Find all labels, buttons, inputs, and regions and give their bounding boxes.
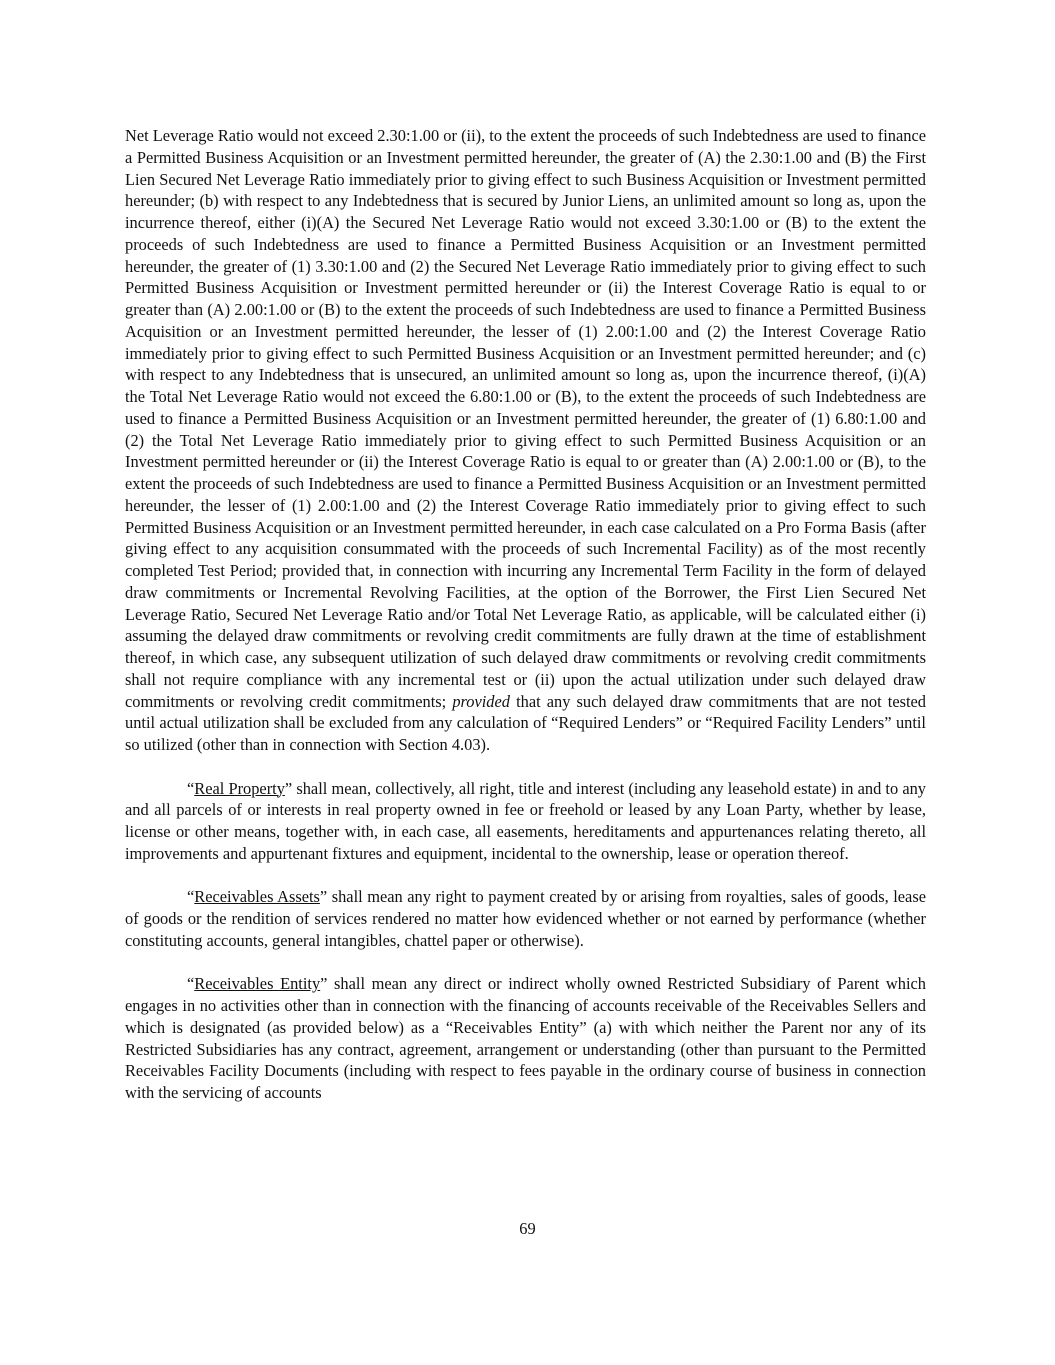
paragraph-real-property xyxy=(125,778,926,865)
paragraph-receivables-entity xyxy=(125,973,926,1104)
paragraph-receivables-assets xyxy=(125,886,926,951)
text-segment: “ xyxy=(187,778,195,798)
text-segment: ” shall mean any direct or indirect wholly owned Restricted Subsidiary of Parent which engages in no activities other than in connection with the financing of accounts receivable of the Receivables Sellers and which is designated (as provided below) as a “Receivables Entity” (a) with which neither the Parent nor any of its Restricted Subsidiaries has any contract, agreement, arrangement or understanding (other than pursuant to the Permitted Receivables Facility Documents (including with respect to fees payable in the ordinary course of business in connection with the servicing of accounts xyxy=(125,974,926,1102)
text-segment: that any such delayed draw commitments that are not tested until actual utilization shall be excluded from any calculation of “Required Lenders” or “Required Facility Lenders” until so utilized (other than in connection with Section 4.03). xyxy=(125,691,927,754)
text-segment: “ xyxy=(187,887,195,907)
defined-term-receivables-assets: Receivables Assets xyxy=(194,887,320,907)
text-segment: “ xyxy=(187,974,195,994)
page-number: 69 xyxy=(519,1219,536,1238)
defined-term-real-property: Real Property xyxy=(194,778,285,798)
document-body xyxy=(125,125,926,1126)
paragraph-leverage-continuation xyxy=(125,125,926,756)
defined-term-receivables-entity: Receivables Entity xyxy=(194,974,321,994)
text-segment: Net Leverage Ratio would not exceed 2.30:1.00 or (ii), to the extent the proceeds of such Indebtedness are used to finance a Permitted Business Acquisition or an Investment permitted hereunder, the greater of (A) the 2.30:1.00 and (B) the First Lien Secured Net Leverage Ratio immediately prior to giving effect to such Business Acquisition or Investment permitted hereunder; (b) with respect to any Indebtedness that is secured by Junior Liens, an unlimited amount so long as, upon the incurrence thereof, either (i)(A) the Secured Net Leverage Ratio would not exceed 3.30:1.00 or (B) to the extent the proceeds of such Indebtedness are used to finance a Permitted Business Acquisition or an Investment permitted hereunder, the greater of (1) 3.30:1.00 and (2) the Secured Net Leverage Ratio immediately prior to giving effect to such Permitted Business Acquisition or Investment permitted hereunder or (ii) the Interest Coverage Ratio is equal to or greater than (A) 2.00:1.00 or (B) to the extent the proceeds of such Indebtedness are used to finance a Permitted Business Acquisition or an Investment permitted hereunder, the lesser of (1) 2.00:1.00 and (2) the Interest Coverage Ratio immediately prior to giving effect to such Permitted Business Acquisition or an Investment permitted hereunder; and (c) with respect to any Indebtedness that is unsecured, an unlimited amount so long as, upon the incurrence thereof, (i)(A) the Total Net Leverage Ratio would not exceed the 6.80:1.00 or (B), to the extent the proceeds of such Indebtedness are used to finance a Permitted Business Acquisition or an Investment permitted hereunder, the greater of (1) 6.80:1.00 and (2) the Total Net Leverage Ratio immediately prior to giving effect to such Permitted Business Acquisition or an Investment permitted hereunder or (ii) the Interest Coverage Ratio is equal to or greater than (A) 2.00:1.00 or (B), to the extent the proceeds of such Indebtedness are used to finance a Permitted Business Acquisition or an Investment permitted hereunder, the lesser of (1) 2.00:1.00 and (2) the Interest Coverage Ratio immediately prior to giving effect to such Permitted Business Acquisition or an Investment permitted hereunder, in each case calculated on a Pro Forma Basis (after giving effect to any acquisition consummated with the proceeds of such Incremental Facility) as of the most recently completed Test Period; provided that, in connection with incurring any Incremental Term Facility in the form of delayed draw commitments or Incremental Revolving Facilities, at the option of the Borrower, the First Lien Secured Net Leverage Ratio, Secured Net Leverage Ratio and/or Total Net Leverage Ratio, as applicable, will be calculated either (i) assuming the delayed draw commitments or revolving credit commitments are fully drawn at the time of establishment thereof, in which case, any subsequent utilization of such delayed draw commitments or revolving credit commitments shall not require compliance with any incremental test or (ii) upon the actual utilization under such delayed draw commitments or revolving credit commitments; xyxy=(125,126,926,711)
text-segment: ” shall mean any right to payment created by or arising from royalties, sales of goods, lease of goods or the rendition of services rendered no matter how evidenced whether or not earned by performance (whether constituting accounts, general intangibles, chattel paper or otherwise). xyxy=(125,887,926,950)
italic-term-provided: provided xyxy=(452,691,510,711)
text-segment: ” shall mean, collectively, all right, title and interest (including any leasehold estate) in and to any and all parcels of or interests in real property owned in fee or freehold or leased by any Loan Party, whether by lease, license or other means, together with, in each case, all easements, hereditaments and appurtenances relating thereto, all improvements and appurtenant fixtures and equipment, incidental to the ownership, lease or operation thereof. xyxy=(125,778,926,863)
